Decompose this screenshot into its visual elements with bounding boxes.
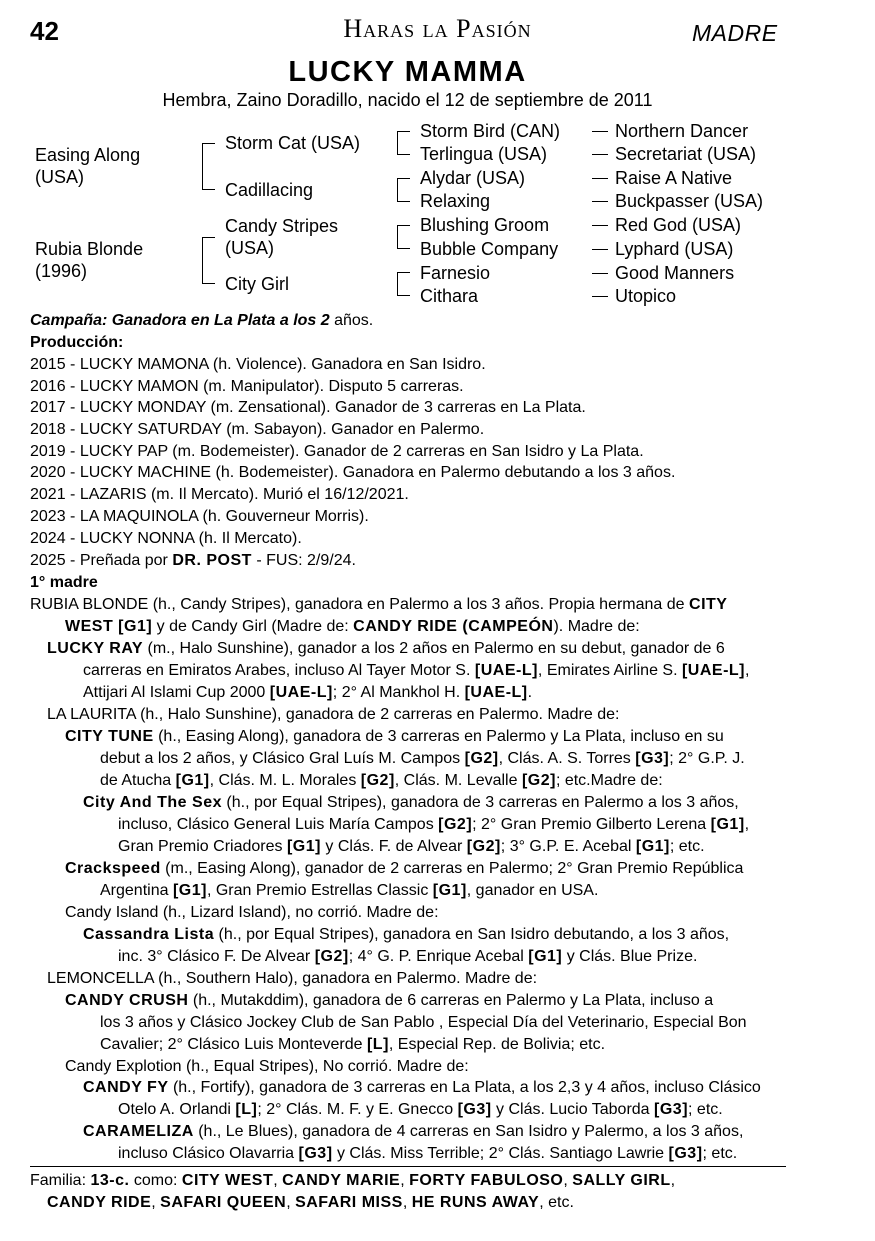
dam-paragraph: RUBIA BLONDE (h., Candy Stripes), ganadora en Palermo a los 3 años. Propia hermana de CITY [30, 596, 728, 613]
horse-subtitle: Hembra, Zaino Doradillo, nacido el 12 de septiembre de 2011 [162, 90, 653, 110]
offspring-candy-explotion: Candy Explotion (h., Equal Stripes), No corrió. Madre de: [65, 1058, 469, 1075]
pedigree-gen2-3: Candy Stripes (USA) [225, 216, 339, 258]
offspring-carameliza: CARAMELIZA (h., Le Blues), ganadora de 4 carreras en San Isidro y Palermo, a los 3 años, [83, 1123, 744, 1140]
pedigree-gen3-1: Storm Bird (CAN) [420, 121, 561, 141]
offspring-crackspeed: Crackspeed (m., Easing Along), ganador de 2 carreras en Palermo; 2° Gran Premio República [65, 860, 744, 877]
pedigree-gen3-2: Terlingua (USA) [420, 144, 548, 164]
production-item: 2016 - LUCKY MAMON (m. Manipulator). Disputo 5 carreras. [30, 378, 464, 395]
page-number: 42 [30, 16, 59, 46]
pedigree-gen3-7: Farnesio [420, 263, 491, 283]
family-line: Familia: 13-c. como: CITY WEST, CANDY MARIE, FORTY FABULOSO, SALLY GIRL, [30, 1172, 676, 1189]
pedigree-gen3-6: Bubble Company [420, 239, 559, 259]
offspring-cont: carreras en Emiratos Arabes, incluso Al Tayer Motor S. [UAE-L], Emirates Airline S. [UAE-L], [83, 662, 750, 679]
campaign-line: Campaña: Ganadora en La Plata a los 2 años. [30, 312, 374, 329]
pedigree-gen4-6: Lyphard (USA) [615, 239, 734, 259]
pedigree-gen4-7: Good Manners [615, 263, 735, 283]
production-item: 2015 - LUCKY MAMONA (h. Violence). Ganadora en San Isidro. [30, 356, 486, 373]
pedigree-gen3-8: Cithara [420, 286, 479, 306]
pedigree-gen4-4: Buckpasser (USA) [615, 191, 764, 211]
production-item: 2018 - LUCKY SATURDAY (m. Sabayon). Ganador en Palermo. [30, 421, 485, 438]
pedigree-dam: Rubia Blonde (1996) [35, 239, 144, 281]
pedigree-gen4-3: Raise A Native [615, 168, 733, 188]
footer-divider [30, 1166, 786, 1167]
first-dam-heading: 1° madre [30, 574, 98, 591]
section-label: MADRE [692, 20, 778, 46]
production-item: 2024 - LUCKY NONNA (h. Il Mercato). [30, 530, 302, 547]
production-item: 2017 - LUCKY MONDAY (m. Zensational). Ganador de 3 carreras en La Plata. [30, 399, 586, 416]
offspring-cont: debut a los 2 años, y Clásico Gral Luís M. Campos [G2], Clás. A. S. Torres [G3]; 2° G.P. J. [100, 750, 745, 767]
offspring-cont: inc. 3° Clásico F. De Alvear [G2]; 4° G. P. Enrique Acebal [G1] y Clás. Blue Prize. [118, 948, 698, 965]
production-item-pregnant: 2025 - Preñada por DR. POST - FUS: 2/9/24. [30, 552, 356, 569]
offspring-cont: incluso Clásico Olavarria [G3] y Clás. Miss Terrible; 2° Clás. Santiago Lawrie [G3]; etc. [118, 1145, 738, 1162]
offspring-candy-crush: CANDY CRUSH (h., Mutakddim), ganadora de 6 carreras en Palermo y La Plata, incluso a [65, 992, 714, 1009]
production-item: 2023 - LA MAQUINOLA (h. Gouverneur Morris). [30, 508, 369, 525]
pedigree-gen4-2: Secretariat (USA) [615, 144, 757, 164]
horse-name: LUCKY MAMMA [288, 56, 527, 88]
offspring-cont: Cavalier; 2° Clásico Luis Monteverde [L], Especial Rep. de Bolivia; etc. [100, 1036, 606, 1053]
offspring-candy-fy: CANDY FY (h., Fortify), ganadora de 3 carreras en La Plata, a los 2,3 y 4 años, incluso Clásico [83, 1079, 761, 1096]
pedigree-sire: Easing Along (USA) [35, 145, 141, 187]
offspring-la-laurita: LA LAURITA (h., Halo Sunshine), ganadora de 2 carreras en Palermo. Madre de: [47, 706, 620, 723]
offspring-cont: Gran Premio Criadores [G1] y Clás. F. de Alvear [G2]; 3° G.P. E. Acebal [G1]; etc. [118, 838, 705, 855]
pedigree-gen4-1: Northern Dancer [615, 121, 749, 141]
offspring-cont: de Atucha [G1], Clás. M. L. Morales [G2], Clás. M. Levalle [G2]; etc.Madre de: [100, 772, 663, 789]
production-item: 2019 - LUCKY PAP (m. Bodemeister). Ganador de 2 carreras en San Isidro y La Plata. [30, 443, 644, 460]
production-item: 2020 - LUCKY MACHINE (h. Bodemeister). Ganadora en Palermo debutando a los 3 años. [30, 464, 676, 481]
pedigree-gen2-1: Storm Cat (USA) [225, 133, 361, 153]
offspring-cont: Attijari Al Islami Cup 2000 [UAE-L]; 2° Al Mankhol H. [UAE-L]. [83, 684, 533, 701]
dam-paragraph-cont: WEST [G1] y de Candy Girl (Madre de: CANDY RIDE (CAMPEÓN). Madre de: [65, 618, 640, 635]
offspring-cont: Otelo A. Orlandi [L]; 2° Clás. M. F. y E. Gnecco [G3] y Clás. Lucio Taborda [G3]; etc. [118, 1101, 723, 1118]
offspring-city-and-the-sex: City And The Sex (h., por Equal Stripes), ganadora de 3 carreras en Palermo a los 3 años, [83, 794, 739, 811]
pedigree-gen3-4: Relaxing [420, 191, 491, 211]
pedigree-gen4-5: Red God (USA) [615, 215, 742, 235]
offspring-cassandra-lista: Cassandra Lista (h., por Equal Stripes), ganadora en San Isidro debutando, a los 3 años, [83, 926, 730, 943]
farm-title: Haras la Pasión [343, 14, 532, 43]
pedigree-gen3-5: Blushing Groom [420, 215, 550, 235]
pedigree-gen2-2: Cadillacing [225, 180, 314, 200]
offspring-candy-island: Candy Island (h., Lizard Island), no corrió. Madre de: [65, 904, 439, 921]
production-heading: Producción: [30, 334, 124, 351]
offspring-lemoncella: LEMONCELLA (h., Southern Halo), ganadora en Palermo. Madre de: [47, 970, 538, 987]
offspring-city-tune: CITY TUNE (h., Easing Along), ganadora de 3 carreras en Palermo y La Plata, incluso en su [65, 728, 724, 745]
pedigree-gen4-8: Utopico [615, 286, 677, 306]
pedigree-gen3-3: Alydar (USA) [420, 168, 526, 188]
offspring-lucky-ray: LUCKY RAY (m., Halo Sunshine), ganador a los 2 años en Palermo en su debut, ganador de 6 [47, 640, 725, 657]
offspring-cont: Argentina [G1], Gran Premio Estrellas Classic [G1], ganador en USA. [100, 882, 599, 899]
offspring-cont: los 3 años y Clásico Jockey Club de San Pablo , Especial Día del Veterinario, Especial Bon [100, 1014, 747, 1031]
offspring-cont: incluso, Clásico General Luis María Campos [G2]; 2° Gran Premio Gilberto Lerena [G1], [118, 816, 750, 833]
production-item: 2021 - LAZARIS (m. Il Mercato). Murió el 16/12/2021. [30, 486, 409, 503]
pedigree-gen2-4: City Girl [225, 274, 289, 294]
family-line-cont: CANDY RIDE, SAFARI QUEEN, SAFARI MISS, HE RUNS AWAY, etc. [47, 1194, 574, 1211]
